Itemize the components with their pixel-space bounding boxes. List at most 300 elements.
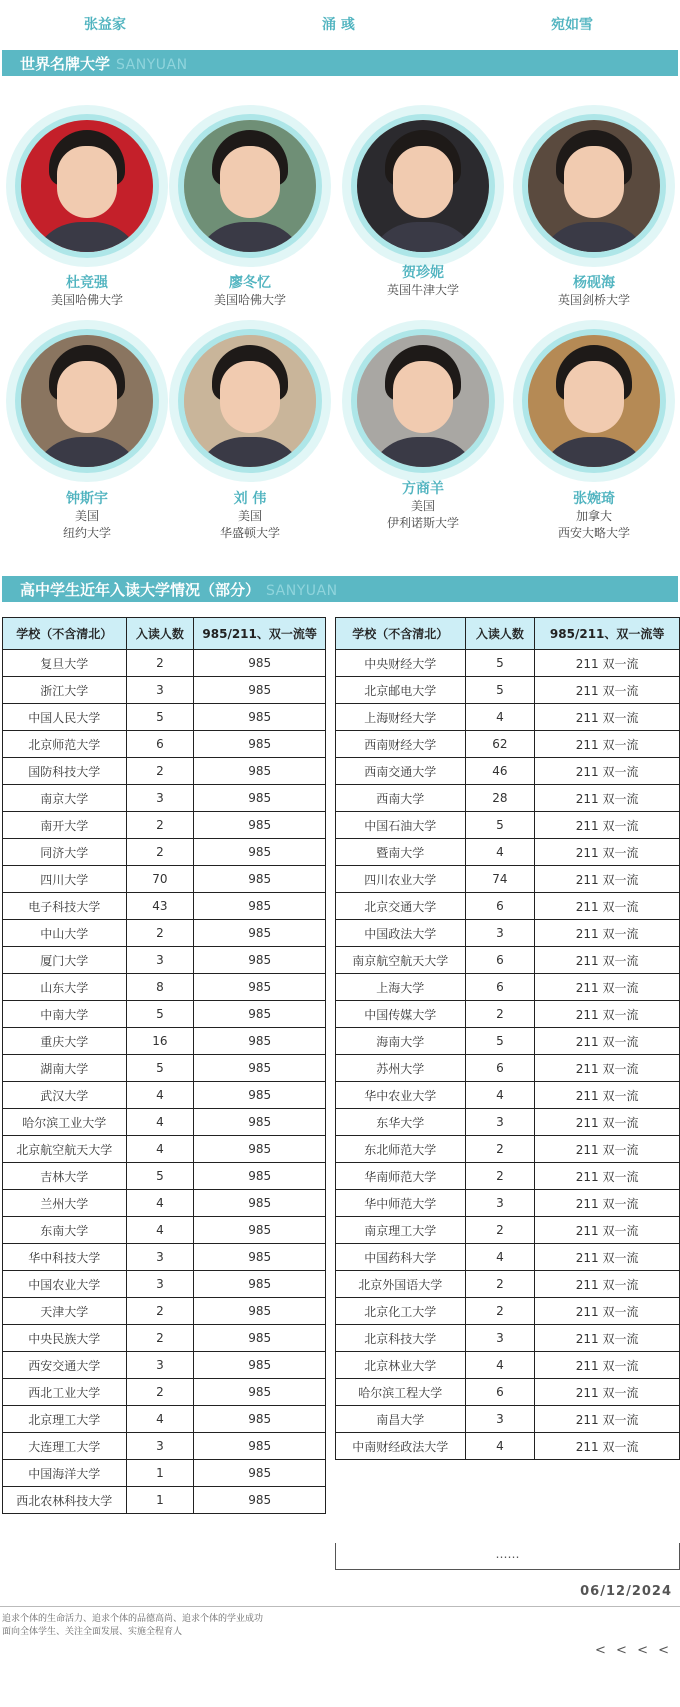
cell-count: 3: [126, 785, 194, 812]
cell-count: 5: [465, 812, 535, 839]
alumni-name: 方商羊: [402, 481, 444, 497]
cell-tier: 985: [194, 1001, 326, 1028]
alumni-university: 西安大略大学: [557, 526, 630, 540]
table-row: [336, 1433, 680, 1460]
cell-school: 北京航空航天大学: [3, 1136, 127, 1163]
table-row: [3, 839, 326, 866]
cell-school: 中国政法大学: [336, 920, 466, 947]
table-row: [3, 731, 326, 758]
cell-tier: 211 双一流: [535, 1298, 680, 1325]
table-row: [336, 866, 680, 893]
table-row: [3, 1082, 326, 1109]
table-row: [336, 1298, 680, 1325]
table-row: [3, 1136, 326, 1163]
cell-tier: 211 双一流: [535, 1325, 680, 1352]
table-row: [336, 1163, 680, 1190]
cell-count: 2: [126, 758, 194, 785]
col-header-school: 学校（不含清北）: [336, 618, 466, 650]
cell-school: 上海财经大学: [336, 704, 466, 731]
cell-tier: 985: [194, 812, 326, 839]
alumni-university: 美国哈佛大学: [213, 293, 286, 307]
cell-tier: 211 双一流: [535, 1271, 680, 1298]
cell-count: 4: [126, 1406, 194, 1433]
col-header-count: 入读人数: [126, 618, 194, 650]
cell-tier: 211 双一流: [535, 758, 680, 785]
cell-count: 2: [126, 1379, 194, 1406]
table-row: [3, 1055, 326, 1082]
alumni-name: 杜竞强: [66, 275, 108, 291]
footer-motto-1: 追求个体的生命活力、追求个体的品德高尚、追求个体的学业成功: [2, 1614, 264, 1624]
table-row: [3, 1001, 326, 1028]
cell-tier: 211 双一流: [535, 1406, 680, 1433]
table-row: [336, 731, 680, 758]
cell-tier: 211 双一流: [535, 812, 680, 839]
cell-school: 山东大学: [3, 974, 127, 1001]
top-names-row: [0, 14, 680, 36]
cell-tier: 211 双一流: [535, 866, 680, 893]
cell-tier: 985: [194, 1028, 326, 1055]
cell-school: 华中科技大学: [3, 1244, 127, 1271]
cell-tier: 211 双一流: [535, 1190, 680, 1217]
alumni-name: 钟斯宇: [66, 491, 108, 507]
table-row: [3, 1406, 326, 1433]
cell-tier: 211 双一流: [535, 731, 680, 758]
cell-tier: 211 双一流: [535, 1244, 680, 1271]
cell-tier: 985: [194, 1163, 326, 1190]
portrait-photo: [184, 120, 316, 252]
alumni-name: 贺珍妮: [402, 265, 444, 281]
cell-school: 南开大学: [3, 812, 127, 839]
alumni-name: 杨砚海: [573, 275, 615, 291]
table-row: [336, 812, 680, 839]
cell-school: 北京化工大学: [336, 1298, 466, 1325]
table-row: [3, 866, 326, 893]
cell-count: 3: [465, 1325, 535, 1352]
cell-count: 4: [465, 1082, 535, 1109]
portrait-photo: [528, 120, 660, 252]
cell-count: 6: [465, 1055, 535, 1082]
cell-count: 43: [126, 893, 194, 920]
portrait-photo: [21, 120, 153, 252]
cell-tier: 211 双一流: [535, 893, 680, 920]
cell-count: 4: [465, 704, 535, 731]
cell-tier: 985: [194, 704, 326, 731]
portrait-photo: [528, 335, 660, 467]
cell-count: 3: [126, 1244, 194, 1271]
alumni-university: 美国: [237, 509, 262, 523]
cell-school: 电子科技大学: [3, 893, 127, 920]
alumni-university: 美国: [410, 499, 435, 513]
admissions-table-right: [335, 617, 680, 1460]
col-header-school: 学校（不含清北）: [3, 618, 127, 650]
table-row: [3, 893, 326, 920]
cell-tier: 211 双一流: [535, 1217, 680, 1244]
cell-school: 苏州大学: [336, 1055, 466, 1082]
cell-count: 3: [126, 677, 194, 704]
cell-tier: 985: [194, 1460, 326, 1487]
cell-tier: 985: [194, 947, 326, 974]
table-row: [3, 812, 326, 839]
table-row: [336, 1406, 680, 1433]
cell-school: 同济大学: [3, 839, 127, 866]
cell-tier: 985: [194, 1217, 326, 1244]
cell-tier: 211 双一流: [535, 1163, 680, 1190]
alumni-university: 伊利诺斯大学: [386, 516, 459, 530]
cell-school: 华南师范大学: [336, 1163, 466, 1190]
cell-tier: 211 双一流: [535, 1379, 680, 1406]
cell-count: 2: [126, 1325, 194, 1352]
section-title: 高中学生近年入读大学情况（部分）: [20, 581, 261, 599]
cell-tier: 985: [194, 1433, 326, 1460]
cell-count: 2: [465, 1271, 535, 1298]
cell-count: 1: [126, 1487, 194, 1514]
table-row: [336, 650, 680, 677]
table-row: [336, 785, 680, 812]
table-row: [3, 650, 326, 677]
table-row: [3, 785, 326, 812]
cell-school: 南京理工大学: [336, 1217, 466, 1244]
section-bar-famous-universities: [2, 50, 678, 76]
table-row: [3, 1190, 326, 1217]
cell-tier: 985: [194, 1082, 326, 1109]
cell-school: 中国石油大学: [336, 812, 466, 839]
cell-school: 哈尔滨工程大学: [336, 1379, 466, 1406]
cell-school: 四川农业大学: [336, 866, 466, 893]
cell-tier: 211 双一流: [535, 1055, 680, 1082]
col-header-count: 入读人数: [465, 618, 535, 650]
cell-count: 2: [465, 1163, 535, 1190]
cell-school: 厦门大学: [3, 947, 127, 974]
portrait-frame: [342, 105, 504, 267]
cell-tier: 985: [194, 731, 326, 758]
portrait-frame: [513, 320, 675, 482]
cell-tier: 985: [194, 1190, 326, 1217]
alumni-university: 美国: [74, 509, 99, 523]
cell-school: 中山大学: [3, 920, 127, 947]
table-row: [336, 704, 680, 731]
table-row: [336, 1136, 680, 1163]
alumni-name: 刘 伟: [233, 491, 267, 507]
table-row: [3, 1379, 326, 1406]
cell-count: 4: [465, 1433, 535, 1460]
cell-count: 2: [126, 650, 194, 677]
table-row: [3, 758, 326, 785]
cell-count: 2: [465, 1298, 535, 1325]
cell-tier: 985: [194, 1406, 326, 1433]
cell-school: 东华大学: [336, 1109, 466, 1136]
col-header-tier: 985/211、双一流等: [194, 618, 326, 650]
alumni-university: 英国牛津大学: [386, 283, 459, 297]
cell-tier: 211 双一流: [535, 974, 680, 1001]
cell-count: 3: [465, 1190, 535, 1217]
cell-tier: 985: [194, 839, 326, 866]
cell-school: 哈尔滨工业大学: [3, 1109, 127, 1136]
cell-count: 70: [126, 866, 194, 893]
cell-school: 吉林大学: [3, 1163, 127, 1190]
cell-school: 南京大学: [3, 785, 127, 812]
cell-count: 4: [465, 839, 535, 866]
cell-tier: 211 双一流: [535, 1352, 680, 1379]
section-watermark: SANYUAN: [266, 583, 338, 599]
cell-tier: 985: [194, 1244, 326, 1271]
table-row: [3, 1298, 326, 1325]
cell-school: 北京外国语大学: [336, 1271, 466, 1298]
table-row: [336, 893, 680, 920]
cell-count: 6: [465, 1379, 535, 1406]
cell-school: 北京交通大学: [336, 893, 466, 920]
footer-motto-2: 面向全体学生、关注全面发展、实施全程育人: [2, 1627, 183, 1637]
alumni-university: 美国哈佛大学: [50, 293, 123, 307]
cell-school: 西安交通大学: [3, 1352, 127, 1379]
cell-count: 2: [126, 839, 194, 866]
cell-count: 46: [465, 758, 535, 785]
cell-count: 1: [126, 1460, 194, 1487]
cell-tier: 985: [194, 650, 326, 677]
cell-school: 海南大学: [336, 1028, 466, 1055]
portrait-frame: [513, 105, 675, 267]
cell-count: 3: [465, 1406, 535, 1433]
cell-tier: 985: [194, 1271, 326, 1298]
cell-school: 中国人民大学: [3, 704, 127, 731]
cell-tier: 985: [194, 1298, 326, 1325]
cell-count: 8: [126, 974, 194, 1001]
cell-school: 中南大学: [3, 1001, 127, 1028]
cell-school: 兰州大学: [3, 1190, 127, 1217]
cell-tier: 985: [194, 1136, 326, 1163]
table-row: [3, 704, 326, 731]
alumni-name: 张婉琦: [573, 491, 615, 507]
alumni-university: 英国剑桥大学: [557, 293, 630, 307]
cell-tier: 985: [194, 866, 326, 893]
cell-tier: 211 双一流: [535, 1082, 680, 1109]
cell-count: 3: [465, 920, 535, 947]
cell-tier: 985: [194, 1325, 326, 1352]
top-name: 涌 彧: [322, 17, 355, 33]
cell-school: 北京科技大学: [336, 1325, 466, 1352]
table-row: [336, 947, 680, 974]
table-row: [336, 1379, 680, 1406]
cell-school: 西南财经大学: [336, 731, 466, 758]
table-row: [3, 1487, 326, 1514]
cell-school: 西北工业大学: [3, 1379, 127, 1406]
section-watermark: SANYUAN: [116, 57, 188, 73]
cell-count: 3: [126, 947, 194, 974]
cell-school: 武汉大学: [3, 1082, 127, 1109]
cell-count: 4: [126, 1217, 194, 1244]
table-row: [3, 1352, 326, 1379]
cell-school: 中央财经大学: [336, 650, 466, 677]
cell-count: 2: [465, 1217, 535, 1244]
cell-tier: 985: [194, 1487, 326, 1514]
table-row: [336, 920, 680, 947]
cell-tier: 985: [194, 785, 326, 812]
table-row: [3, 974, 326, 1001]
cell-count: 74: [465, 866, 535, 893]
alumni-university: 加拿大: [575, 509, 612, 523]
table-row: [3, 1109, 326, 1136]
cell-count: 28: [465, 785, 535, 812]
cell-school: 中国药科大学: [336, 1244, 466, 1271]
table-row: [3, 1163, 326, 1190]
table-row: [3, 947, 326, 974]
portrait-photo: [357, 120, 489, 252]
portrait-photo: [357, 335, 489, 467]
cell-count: 5: [126, 1163, 194, 1190]
cell-count: 4: [465, 1244, 535, 1271]
cell-count: 3: [465, 1109, 535, 1136]
top-name: 张益家: [84, 17, 126, 33]
cell-school: 复旦大学: [3, 650, 127, 677]
cell-count: 3: [126, 1433, 194, 1460]
cell-school: 国防科技大学: [3, 758, 127, 785]
cell-tier: 985: [194, 1352, 326, 1379]
table-row: [3, 677, 326, 704]
cell-count: 3: [126, 1271, 194, 1298]
cell-tier: 211 双一流: [535, 785, 680, 812]
table-row: [336, 1055, 680, 1082]
cell-tier: 211 双一流: [535, 677, 680, 704]
cell-school: 南京航空航天大学: [336, 947, 466, 974]
cell-count: 2: [126, 1298, 194, 1325]
cell-count: 5: [126, 1055, 194, 1082]
cell-count: 2: [126, 812, 194, 839]
cell-count: 5: [465, 650, 535, 677]
portrait-photo: [21, 335, 153, 467]
cell-count: 5: [465, 677, 535, 704]
cell-school: 上海大学: [336, 974, 466, 1001]
portrait-photo: [184, 335, 316, 467]
cell-tier: 211 双一流: [535, 704, 680, 731]
top-name: 宛如雪: [551, 17, 593, 33]
cell-school: 东北师范大学: [336, 1136, 466, 1163]
cell-count: 16: [126, 1028, 194, 1055]
issue-date: 06/12/2024: [580, 1584, 672, 1599]
cell-count: 2: [465, 1136, 535, 1163]
cell-count: 6: [465, 893, 535, 920]
cell-count: 62: [465, 731, 535, 758]
portrait-frame: [6, 105, 168, 267]
cell-school: 重庆大学: [3, 1028, 127, 1055]
cell-school: 天津大学: [3, 1298, 127, 1325]
cell-count: 6: [465, 974, 535, 1001]
cell-school: 暨南大学: [336, 839, 466, 866]
cell-school: 南昌大学: [336, 1406, 466, 1433]
alumni-university: 华盛顿大学: [219, 526, 280, 540]
portrait-frame: [6, 320, 168, 482]
table-row: [336, 1325, 680, 1352]
cell-count: 2: [126, 920, 194, 947]
cell-tier: 211 双一流: [535, 1109, 680, 1136]
table-row: [336, 1028, 680, 1055]
col-header-tier: 985/211、双一流等: [535, 618, 680, 650]
table-row: [3, 1217, 326, 1244]
table-row: [3, 1271, 326, 1298]
table-row: [336, 1217, 680, 1244]
portrait-frame: [169, 105, 331, 267]
alumni-name: 廖冬忆: [229, 275, 271, 291]
cell-school: 西南交通大学: [336, 758, 466, 785]
cell-tier: 985: [194, 920, 326, 947]
table-row: [3, 1028, 326, 1055]
table-row: [336, 1001, 680, 1028]
table-row: [336, 1109, 680, 1136]
cell-tier: 211 双一流: [535, 1001, 680, 1028]
cell-school: 四川大学: [3, 866, 127, 893]
table-row: [3, 1433, 326, 1460]
table-row: [3, 1325, 326, 1352]
cell-school: 北京师范大学: [3, 731, 127, 758]
cell-tier: 985: [194, 677, 326, 704]
table-row: [336, 758, 680, 785]
table-row: [336, 677, 680, 704]
cell-tier: 985: [194, 758, 326, 785]
cell-tier: 985: [194, 1055, 326, 1082]
cell-count: 5: [465, 1028, 535, 1055]
cell-school: 北京理工大学: [3, 1406, 127, 1433]
cell-school: 浙江大学: [3, 677, 127, 704]
cell-count: 4: [126, 1082, 194, 1109]
cell-school: 西北农林科技大学: [3, 1487, 127, 1514]
table-row: [3, 1460, 326, 1487]
cell-tier: 985: [194, 893, 326, 920]
cell-tier: 985: [194, 1379, 326, 1406]
cell-school: 大连理工大学: [3, 1433, 127, 1460]
cell-tier: 211 双一流: [535, 920, 680, 947]
section-bar-admissions: [2, 576, 678, 602]
table-row: [336, 974, 680, 1001]
cell-tier: 211 双一流: [535, 947, 680, 974]
cell-tier: 211 双一流: [535, 839, 680, 866]
table-row: [336, 1190, 680, 1217]
cell-school: 湖南大学: [3, 1055, 127, 1082]
section-title: 世界名牌大学: [20, 55, 111, 73]
cell-tier: 211 双一流: [535, 1433, 680, 1460]
table-row: [336, 1352, 680, 1379]
cell-school: 北京邮电大学: [336, 677, 466, 704]
table-row: [3, 1244, 326, 1271]
table-row: [3, 920, 326, 947]
portrait-frame: [169, 320, 331, 482]
cell-count: 6: [126, 731, 194, 758]
cell-count: 4: [465, 1352, 535, 1379]
cell-count: 6: [465, 947, 535, 974]
cell-tier: 211 双一流: [535, 1136, 680, 1163]
table-row: [336, 1244, 680, 1271]
cell-school: 华中农业大学: [336, 1082, 466, 1109]
cell-count: 2: [465, 1001, 535, 1028]
table-row: [336, 1082, 680, 1109]
cell-count: 5: [126, 1001, 194, 1028]
cell-tier: 985: [194, 1109, 326, 1136]
footer-divider: [0, 1606, 680, 1607]
cell-school: 中国农业大学: [3, 1271, 127, 1298]
portrait-frame: [342, 320, 504, 482]
cell-school: 中国海洋大学: [3, 1460, 127, 1487]
cell-count: 4: [126, 1136, 194, 1163]
cell-tier: 211 双一流: [535, 1028, 680, 1055]
cell-tier: 985: [194, 974, 326, 1001]
table-row: [336, 839, 680, 866]
cell-tier: 211 双一流: [535, 650, 680, 677]
cell-school: 中国传媒大学: [336, 1001, 466, 1028]
cell-school: 西南大学: [336, 785, 466, 812]
cell-count: 4: [126, 1190, 194, 1217]
more-rows-indicator: ……: [335, 1543, 680, 1570]
page-nav-arrows[interactable]: < < < <: [595, 1643, 672, 1658]
cell-school: 中央民族大学: [3, 1325, 127, 1352]
cell-school: 中南财经政法大学: [336, 1433, 466, 1460]
table-row: [336, 1271, 680, 1298]
